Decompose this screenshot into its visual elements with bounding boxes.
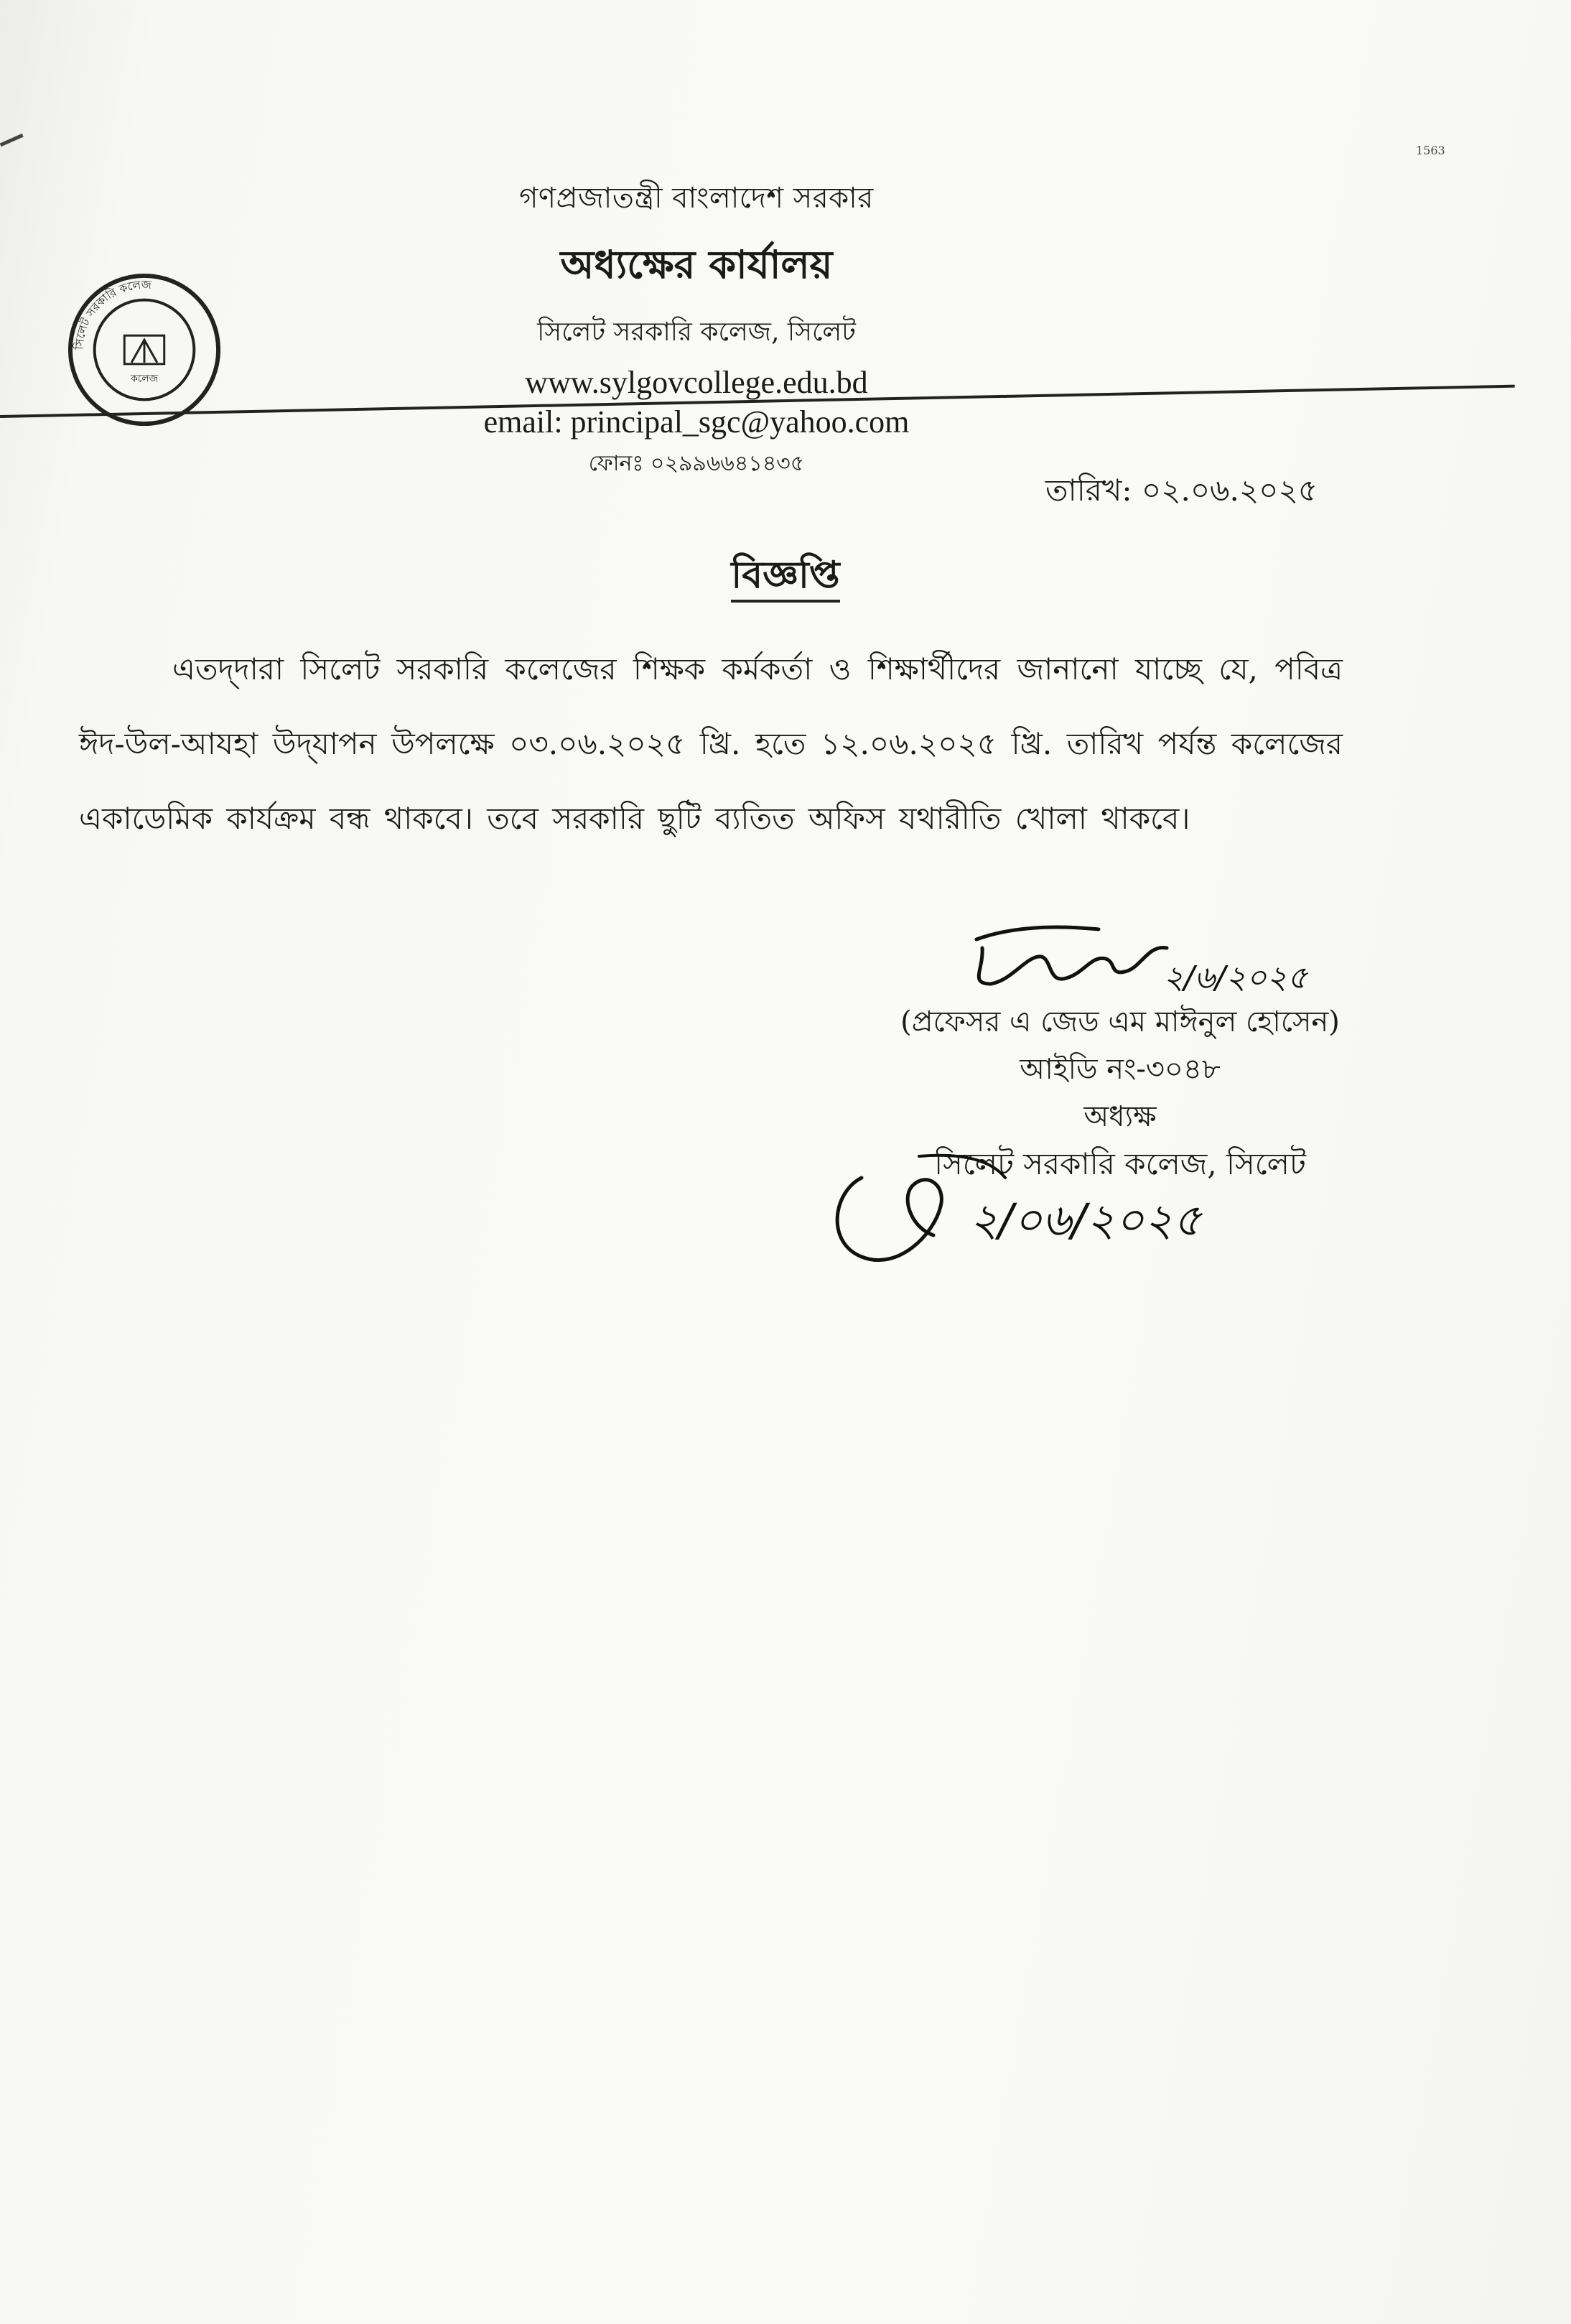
countersignature [819, 1128, 1278, 1286]
email: email: principal_sgc@yahoo.com [483, 404, 910, 440]
principal-signature [926, 905, 1328, 1013]
notice-body: এতদ্‌দারা সিলেট সরকারি কলেজের শিক্ষক কর্মকর্তা ও শিক্ষার্থীদের জানানো যাচ্ছে যে, পবিত্র ঈদ-উল-আযহা উদ্‌যাপন উপলক্ষে ০৩.০৬.২০২৫ খ্রি. হতে ১২.০৬.২০২৫ খ্রি. তারিখ পর্যন্ত কলেজের একাডেমিক কার্যক্রম বন্ধ থাকবে। তবে সরকারি ছুটি ব্যতিত অফিস যথারীতি খোলা থাকবে। [79, 651, 1343, 836]
notice-date: তারিখ: ০২.০৬.২০২৫ [1045, 473, 1318, 508]
notice-title-wrap [0, 546, 1571, 608]
signatory-name: (প্রফেসর এ জেড এম মাঈনুল হোসেন) [900, 1005, 1340, 1038]
countersignature-date: ২/০৬/২০২৫ [969, 1194, 1202, 1246]
signatory-designation: অধ্যক্ষ [1083, 1100, 1157, 1133]
website: www.sylgovcollege.edu.bd [525, 365, 868, 400]
ink-mark [0, 134, 27, 156]
phone: ফোনঃ ০২৯৯৬৬৪১৪৩৫ [588, 451, 805, 476]
signatory-id: আইডি নং-৩০৪৮ [1020, 1053, 1221, 1086]
college-seal [66, 271, 223, 428]
page-number: 1563 [1416, 144, 1445, 157]
letterhead [402, 175, 991, 483]
office-title: অধ্যক্ষের কার্যালয় [560, 241, 833, 287]
seal-inner-text: কলেজ [131, 373, 158, 385]
svg-text:সিলেট সরকারি কলেজ [72, 277, 152, 350]
signatory-college: সিলেট সরকারি কলেজ, সিলেট [934, 1146, 1306, 1181]
signature-date: ২/৬/২০২৫ [1163, 959, 1308, 996]
notice-title: বিজ্ঞপ্তি [731, 553, 839, 603]
government-line: গণপ্রজাতন্ত্রী বাংলাদেশ সরকার [519, 182, 874, 215]
seal-outer-text: সিলেট সরকারি কলেজ [72, 277, 152, 350]
college-name: সিলেট সরকারি কলেজ, সিলেট [537, 317, 856, 347]
